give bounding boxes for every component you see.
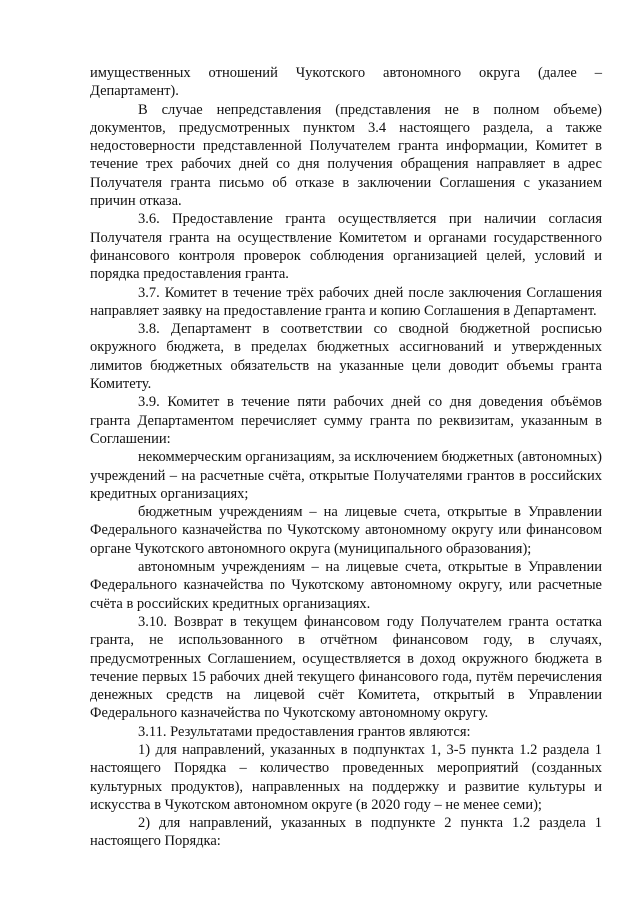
paragraph-3-9: 3.9. Комитет в течение пяти рабочих дней со дня доведения объёмов гранта Департаментом перечисляет сумму гранта по реквизитам, указанным в Соглашении: (90, 394, 602, 447)
paragraph-3-6: 3.6. Предоставление гранта осуществляется при наличии согласия Получателя гранта на осуществление Комитетом и органами государственного финансового контроля проверок соблюдения организацией целей, условий и порядка предоставления гранта. (90, 211, 602, 283)
paragraph-3-8: 3.8. Департамент в соответствии со сводной бюджетной росписью окружного бюджета, в пределах бюджетных ассигнований и утвержденных лимитов бюджетных обязательств на указанные цели доводит объемы гранта Комитету. (90, 321, 602, 393)
paragraph-result-item-1: 1) для направлений, указанных в подпунктах 1, 3-5 пункта 1.2 раздела 1 настоящего Порядка – количество проведенных мероприятий (созданных культурных продуктов), направленных на поддержку и развитие культуры и искусства в Чукотском автономном округе (в 2020 году – не менее семи); (90, 741, 602, 813)
paragraph-3-10: 3.10. Возврат в текущем финансовом году Получателем гранта остатка гранта, не использованного в отчётном финансовом году, в случаях, предусмотренных Соглашением, осуществляется в доход окружного бюджета в течение первых 15 рабочих дней текущего финансового года, путём перечисления денежных средств на лицевой счёт Комитета, открытый в Управлении Федерального казначейства по Чукотскому автономному округу. (90, 613, 602, 722)
document-page (90, 64, 602, 851)
paragraph-budget-institutions: бюджетным учреждениям – на лицевые счета, открытые в Управлении Федерального казначейства по Чукотскому автономному округу или финансовом органе Чукотского автономного округа (муниципального образования); (90, 504, 602, 557)
paragraph-3-11: 3.11. Результатами предоставления грантов являются: (138, 723, 471, 740)
paragraph-autonomous-institutions: автономным учреждениям – на лицевые счета, открытые в Управлении Федерального казначейства по Чукотскому автономному округу, или расчетные счёта в российских кредитных организациях. (90, 559, 602, 612)
paragraph-result-item-2: 2) для направлений, указанных в подпункте 2 пункта 1.2 раздела 1 настоящего Порядка: (90, 815, 602, 850)
paragraph-nonprofit-organizations: некоммерческим организациям, за исключением бюджетных (автономных) учреждений – на расчетные счёта, открытые Получателями грантов в российских кредитных организациях; (90, 449, 602, 502)
paragraph-refusal: В случае непредставления (представления не в полном объеме) документов, предусмотренных пунктом 3.4 настоящего раздела, а также недостоверности представленной Получателем гранта информации, Комитет в течение трех рабочих дней со дня получения обращения направляет в адрес Получателя гранта письмо об отказе в заключении Соглашения с указанием причин отказа. (90, 101, 602, 210)
paragraph-3-7: 3.7. Комитет в течение трёх рабочих дней после заключения Соглашения направляет заявку на предоставление гранта и копию Соглашения в Департамент. (90, 284, 602, 319)
paragraph-department-continuation: имущественных отношений Чукотского автономного округа (далее – Департамент). (90, 65, 602, 100)
